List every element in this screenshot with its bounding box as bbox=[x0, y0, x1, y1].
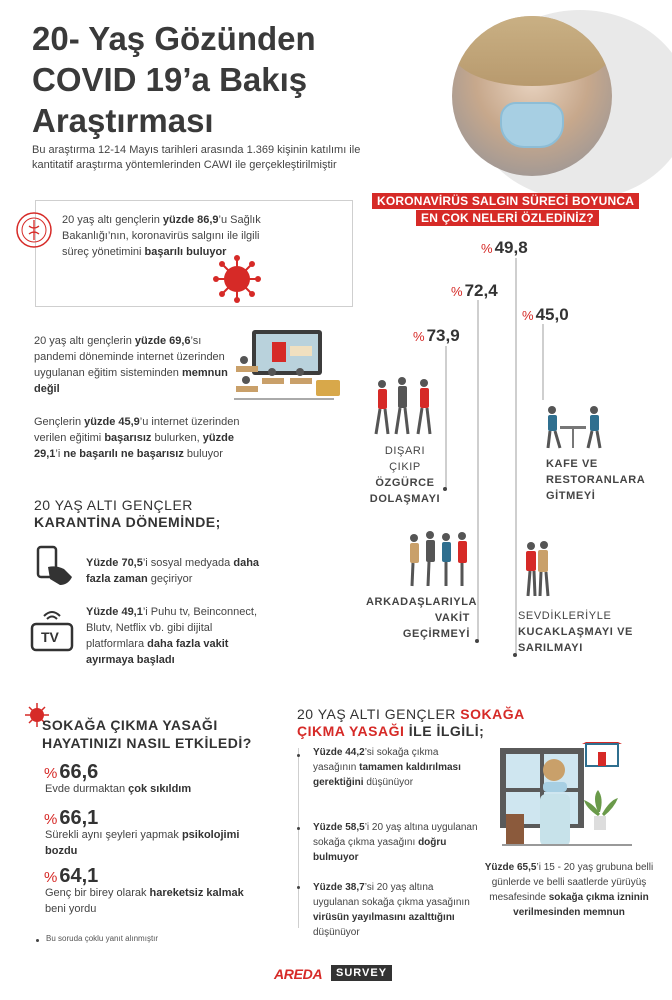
pct-label bbox=[481, 238, 528, 258]
cafe-caption bbox=[546, 456, 646, 504]
walking-people-icon bbox=[370, 376, 440, 438]
fail-pct-2: yüzde 29,1 bbox=[34, 432, 234, 460]
friends-cap-2: VAKİT bbox=[434, 612, 470, 624]
intro-text: Bu araştırma 12-14 Mayıs tarihleri arasında 1.369 kişinin katılımı ile kantitatif araştırma yöntemlerinden CAWI ile gerçekleştirilmiştir bbox=[32, 144, 361, 171]
fail-neutral: ne başarılı ne başarısız bbox=[63, 448, 184, 460]
curfew-t3: beni yordu bbox=[45, 903, 97, 915]
edu-pct: yüzde 69,6 bbox=[134, 335, 191, 347]
outside-cap-3: DOLAŞMAYI bbox=[369, 493, 441, 505]
line-dot bbox=[513, 653, 517, 657]
tv-icon bbox=[28, 608, 76, 654]
cv-text-a: ’si sokağa çıkma yasağının bbox=[313, 747, 439, 773]
edu-text-a: 20 yaş altı gençlerin bbox=[34, 335, 135, 347]
curfew-t2: psikolojimi bozdu bbox=[45, 829, 240, 857]
missed-heading-1: KORONAVİRÜS SALGIN SÜRECİ BOYUNCA bbox=[372, 193, 639, 209]
curfew-view-item-2 bbox=[313, 820, 478, 865]
classroom-illustration-icon bbox=[232, 328, 344, 408]
curfew-t1: Sürekli aynı şeyleri yapmak bbox=[45, 829, 182, 841]
cv-text-c: düşünüyor bbox=[363, 777, 414, 788]
home-window-illustration-icon bbox=[500, 742, 640, 854]
tv-text-a: ’i Puhu tv, Beinconnect, Blutv, Netflix vb. gibi dijital platformlara bbox=[86, 606, 258, 650]
fail-text-a: Gençlerin bbox=[34, 416, 85, 428]
social-media-text bbox=[86, 555, 276, 587]
areda-logo: AREDA bbox=[274, 966, 323, 982]
curfew-life-heading-1: SOKAĞA ÇIKMA YASAĞI bbox=[42, 717, 218, 733]
digital-platforms-text bbox=[86, 604, 271, 668]
friends-group-icon bbox=[404, 530, 472, 588]
hugging-caption bbox=[518, 608, 648, 656]
pct-symbol: % bbox=[522, 308, 534, 323]
pct-value: 72,4 bbox=[464, 281, 498, 300]
pct-value: 66,1 bbox=[59, 807, 99, 829]
social-text-a: ’i sosyal medyada bbox=[142, 557, 234, 569]
pct-symbol: % bbox=[44, 765, 58, 782]
hug-cap-3: SARILMAYI bbox=[518, 642, 583, 654]
curfew-t2: hareketsiz kalmak bbox=[149, 887, 244, 899]
line-friends bbox=[477, 300, 479, 640]
edu-result: memnun değil bbox=[34, 367, 228, 395]
line-dot bbox=[475, 639, 479, 643]
curfew-view-heading-1 bbox=[297, 706, 525, 723]
pct-value: 45,0 bbox=[535, 305, 569, 324]
social-text-b: geçiriyor bbox=[147, 573, 193, 585]
ministry-result: başarılı buluyor bbox=[144, 246, 227, 258]
edu-text-b: ’sı pandemi döneminde internet üzerinden uygulanan eğitim sisteminden bbox=[34, 335, 225, 379]
fail-text-e: buluyor bbox=[183, 448, 223, 460]
friends-cap-1: ARKADAŞLARIYLA bbox=[366, 596, 478, 608]
fail-text-b: ’u internet üzerinden verilen eğitimi bbox=[34, 416, 240, 444]
outside-cap-2: ÖZGÜRCE bbox=[375, 477, 435, 489]
cv-text-b: doğru bulmuyor bbox=[313, 837, 447, 863]
curfew-life-heading-2: HAYATINIZI NASIL ETKİLEDİ? bbox=[42, 735, 252, 751]
face-mask-shape bbox=[500, 102, 564, 148]
multi-answer-note: Bu soruda çoklu yanıt alınmıştır bbox=[46, 934, 159, 943]
cv-h2a: ÇIKMA YASAĞI bbox=[297, 723, 405, 739]
fail-pct-1: yüzde 45,9 bbox=[84, 416, 140, 428]
tv-icon-label: TV bbox=[41, 629, 59, 645]
social-pct: Yüzde 70,5 bbox=[86, 557, 143, 569]
cv-h1a: 20 YAŞ ALTI GENÇLER bbox=[297, 706, 461, 722]
missed-heading-2: EN ÇOK NELERİ ÖZLEDİNİZ? bbox=[416, 210, 599, 226]
friends-cap-3: GEÇİRMEYİ bbox=[402, 628, 470, 640]
title-line-2: COVID 19’a Bakış bbox=[32, 61, 308, 98]
page-title bbox=[32, 18, 412, 141]
line-cafe bbox=[542, 324, 544, 400]
line-outside bbox=[445, 346, 447, 488]
cv-text-a: ’i 20 yaş altına uygulanan sokağa çıkma yasağını bbox=[313, 822, 478, 848]
ministry-text bbox=[62, 212, 262, 260]
social-more-time: daha fazla zaman bbox=[86, 557, 260, 585]
note-bullet bbox=[36, 939, 39, 942]
hair-shape bbox=[452, 16, 612, 86]
tv-more-time: daha fazla vakit ayırmaya başladı bbox=[86, 638, 229, 666]
friends-caption bbox=[366, 594, 478, 642]
quarantine-heading-1: 20 YAŞ ALTI GENÇLER bbox=[34, 497, 193, 513]
outside-caption bbox=[368, 443, 442, 507]
pct-label bbox=[451, 281, 498, 301]
pct-symbol: % bbox=[413, 329, 425, 344]
pct-symbol: % bbox=[44, 869, 58, 886]
side-text-b: sokağa çıkma izninin verilmesinden memnun bbox=[513, 892, 649, 918]
item-bullet bbox=[297, 886, 300, 889]
curfew-text-2 bbox=[45, 827, 245, 859]
tv-pct: Yüzde 49,1 bbox=[86, 606, 143, 618]
curfew-view-line bbox=[298, 748, 299, 928]
line-hugging bbox=[515, 258, 517, 654]
title-line-1: 20- Yaş Gözünden bbox=[32, 20, 316, 57]
ministry-text-b: ’u Sağlık Bakanlığı’nın, koronavirüs salgını ile ilgili süreç yönetimini bbox=[62, 214, 261, 258]
cv-h2b: İLE İLGİLİ; bbox=[404, 723, 485, 739]
survey-badge: SURVEY bbox=[331, 965, 392, 981]
girl-with-mask-photo bbox=[452, 16, 612, 176]
ministry-logo-icon bbox=[14, 210, 54, 250]
cv-text-b: virüsün yayılmasını azalttığını bbox=[313, 912, 455, 923]
curfew-t1: Evde durmaktan bbox=[45, 783, 129, 795]
curfew-t2: çok sıkıldım bbox=[128, 783, 192, 795]
pct-label bbox=[413, 326, 460, 346]
cafe-cap-3: GİTMEYİ bbox=[546, 490, 596, 502]
smartphone-hand-icon bbox=[34, 545, 76, 587]
pct-value: 64,1 bbox=[59, 865, 99, 887]
curfew-text-3 bbox=[45, 885, 245, 917]
item-bullet bbox=[297, 827, 300, 830]
ministry-pct: yüzde 86,9 bbox=[162, 214, 219, 226]
curfew-view-heading-2 bbox=[297, 723, 484, 740]
cafe-people-icon bbox=[542, 402, 604, 450]
cv-h1b: SOKAĞA bbox=[460, 706, 525, 722]
side-pct: Yüzde 65,5 bbox=[484, 862, 537, 873]
outside-cap-1: DIŞARI ÇIKIP bbox=[384, 445, 426, 473]
line-dot bbox=[443, 487, 447, 491]
ministry-text-a: 20 yaş altı gençlerin bbox=[62, 214, 163, 226]
cv-text-b: tamamen kaldırılması gerektiğini bbox=[313, 762, 461, 788]
curfew-t1: Genç bir birey olarak bbox=[45, 887, 150, 899]
title-line-3: Araştırması bbox=[32, 102, 214, 139]
quarantine-heading-2: KARANTİNA DÖNEMİNDE; bbox=[34, 514, 221, 530]
fail-text-d: ’i bbox=[55, 448, 64, 460]
side-text-a: ’i 15 - 20 yaş grubuna belli günlerde ve belli saatlerde yürüyüş mesafesinde bbox=[489, 862, 654, 903]
cafe-cap-1: KAFE VE bbox=[546, 458, 598, 470]
item-bullet bbox=[297, 754, 300, 757]
cv-text-c: düşünüyor bbox=[313, 927, 360, 938]
virus-icon bbox=[212, 254, 262, 304]
cv-pct: Yüzde 38,7 bbox=[313, 882, 365, 893]
cafe-cap-2: RESTORANLARA bbox=[546, 474, 646, 486]
curfew-view-item-3 bbox=[313, 880, 478, 940]
curfew-view-item-1 bbox=[313, 745, 478, 790]
fail-text-c: bulurken, bbox=[151, 432, 203, 444]
pct-symbol: % bbox=[481, 241, 493, 256]
hug-cap-2: KUCAKLAŞMAYI VE bbox=[518, 626, 633, 638]
fail-word: başarısız bbox=[104, 432, 152, 444]
hug-cap-1: SEVDİKLERİYLE bbox=[518, 610, 612, 622]
cv-text-a: ’si 20 yaş altına uygulanan sokağa çıkma yasağının bbox=[313, 882, 470, 908]
pct-symbol: % bbox=[451, 284, 463, 299]
cv-pct: Yüzde 58,5 bbox=[313, 822, 365, 833]
pct-label bbox=[522, 305, 569, 325]
hugging-people-icon bbox=[520, 538, 556, 598]
pct-value: 73,9 bbox=[426, 326, 460, 345]
pct-value: 49,8 bbox=[494, 238, 528, 257]
pct-value: 66,6 bbox=[59, 761, 99, 783]
cv-pct: Yüzde 44,2 bbox=[313, 747, 365, 758]
education-failure-text bbox=[34, 414, 244, 462]
curfew-text-1 bbox=[45, 781, 265, 797]
online-education-text bbox=[34, 333, 229, 397]
pct-symbol: % bbox=[44, 811, 58, 828]
walking-permission-text bbox=[482, 860, 656, 920]
